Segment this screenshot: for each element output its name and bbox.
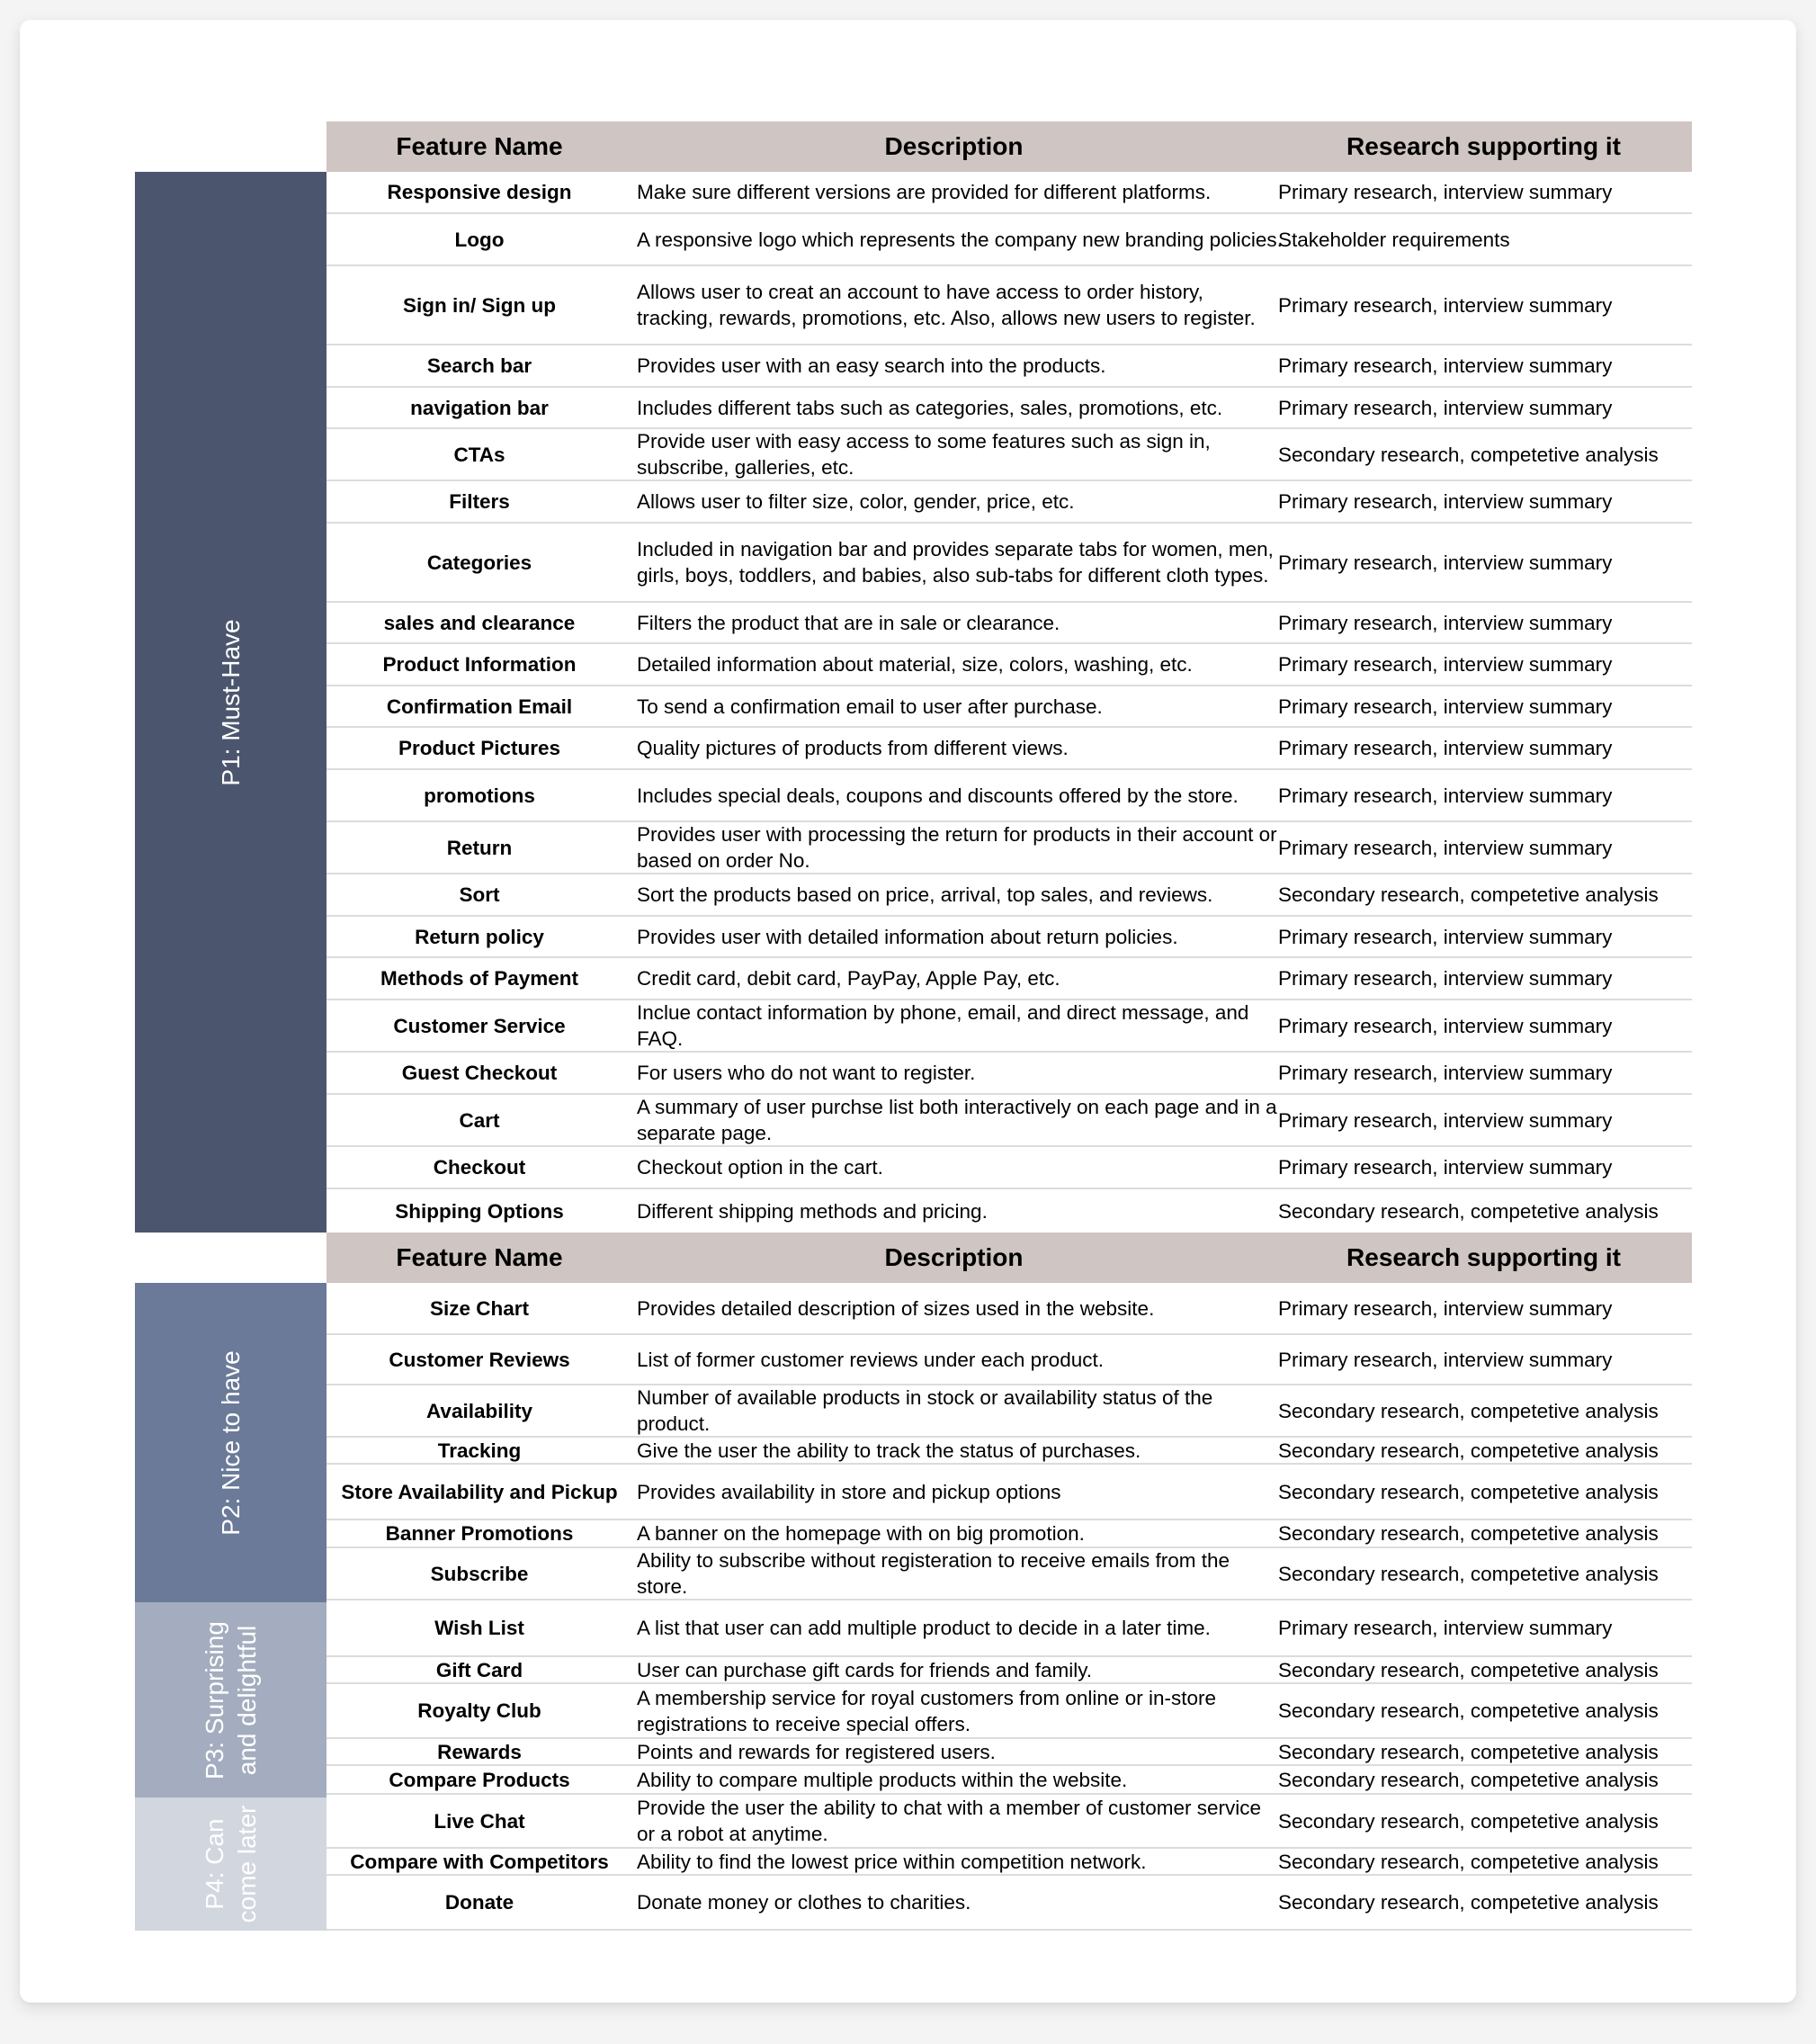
- feature-name-cell: Filters: [449, 490, 510, 513]
- research-cell: Primary research, interview summary: [1278, 836, 1613, 859]
- feature-name-cell: Banner Promotions: [385, 1522, 574, 1545]
- research-cell: Primary research, interview summary: [1278, 396, 1613, 419]
- table-row: [327, 1739, 1692, 1766]
- research-cell: Secondary research, competetive analysis: [1278, 1740, 1659, 1763]
- priority-label-p3: [199, 1621, 264, 1780]
- table-row: [327, 1000, 1692, 1053]
- research-cell: Primary research, interview summary: [1278, 967, 1613, 990]
- description-cell: A membership service for royal customers from online or in-store registrations to receive special offers.: [637, 1686, 1216, 1735]
- table-row: [327, 874, 1692, 917]
- research-cell: Secondary research, competetive analysis: [1278, 1562, 1659, 1585]
- research-cell: Primary research, interview summary: [1278, 653, 1613, 676]
- research-cell: Secondary research, competetive analysis: [1278, 1850, 1659, 1873]
- table-row: [327, 481, 1692, 524]
- description-cell: Sort the products based on price, arrival, top sales, and reviews.: [637, 883, 1213, 906]
- table-row: [327, 1684, 1692, 1739]
- table-row: [327, 686, 1692, 728]
- description-cell: Ability to subscribe without registeration to receive emails from the store.: [637, 1549, 1230, 1598]
- feature-name-cell: Confirmation Email: [386, 695, 573, 718]
- table-row: [327, 1657, 1692, 1684]
- table-row: [327, 1438, 1692, 1465]
- feature-name-cell: Cart: [459, 1108, 500, 1132]
- table-row: [327, 388, 1692, 429]
- feature-name-cell: Wish List: [434, 1617, 524, 1639]
- feature-name-cell: navigation bar: [410, 396, 549, 419]
- description-cell: Give the user the ability to track the status of purchases.: [637, 1439, 1141, 1462]
- description-cell: Detailed information about material, size, colors, washing, etc.: [637, 653, 1193, 676]
- feature-name-cell: Product Pictures: [398, 737, 561, 759]
- priority-label-p4-line1: P4: Can: [200, 1818, 228, 1910]
- research-cell: Secondary research, competetive analysis: [1278, 1658, 1659, 1681]
- priority-band-p1: [135, 172, 327, 1233]
- table-row: [327, 1849, 1692, 1876]
- table-row: [327, 1095, 1692, 1147]
- table-row: [327, 822, 1692, 874]
- research-cell: Primary research, interview summary: [1278, 1156, 1613, 1179]
- research-cell: Secondary research, competetive analysis: [1278, 1480, 1659, 1503]
- description-cell: Inclue contact information by phone, email, and direct message, and FAQ.: [637, 1001, 1249, 1050]
- table-row: [327, 1795, 1692, 1849]
- research-cell: Primary research, interview summary: [1278, 551, 1613, 574]
- priority-label-p3-line1: P3: Surprising: [200, 1620, 228, 1780]
- header-description: Description: [884, 132, 1024, 160]
- description-cell: Checkout option in the cart.: [637, 1156, 883, 1179]
- table-row: [327, 429, 1692, 481]
- research-cell: Primary research, interview summary: [1278, 1014, 1613, 1037]
- research-cell: Secondary research, competetive analysis: [1278, 1522, 1659, 1545]
- feature-name-cell: Compare Products: [389, 1768, 570, 1791]
- research-cell: Stakeholder requirements: [1278, 228, 1510, 251]
- feature-name-cell: Availability: [426, 1399, 532, 1422]
- description-cell: Number of available products in stock or availability status of the product.: [637, 1386, 1213, 1435]
- priority-band-p4: [135, 1797, 327, 1931]
- table-row: [327, 728, 1692, 770]
- research-cell: Primary research, interview summary: [1278, 293, 1613, 317]
- table-row: [327, 1520, 1692, 1548]
- feature-name-cell: Subscribe: [430, 1562, 529, 1585]
- description-cell: Ability to compare multiple products within the website.: [637, 1768, 1128, 1791]
- table-row: [327, 1053, 1692, 1095]
- table-row: [327, 1600, 1692, 1657]
- table-row: [327, 1876, 1692, 1931]
- research-cell: Secondary research, competetive analysis: [1278, 1199, 1659, 1223]
- description-cell: Provides detailed description of sizes used in the website.: [637, 1296, 1155, 1320]
- description-cell: Filters the product that are in sale or clearance.: [637, 611, 1060, 634]
- table-row: [327, 1335, 1692, 1385]
- table-row: [327, 917, 1692, 958]
- research-cell: Secondary research, competetive analysis: [1278, 1809, 1659, 1833]
- table-row: [327, 1548, 1692, 1600]
- feature-name-cell: Return policy: [415, 925, 544, 948]
- description-cell: A responsive logo which represents the company new branding policies.: [637, 228, 1283, 251]
- table-row: [327, 172, 1692, 214]
- research-cell: Primary research, interview summary: [1278, 1617, 1613, 1639]
- feature-name-cell: promotions: [424, 784, 535, 807]
- priority-band-p2: [135, 1283, 327, 1602]
- research-cell: Primary research, interview summary: [1278, 490, 1613, 513]
- description-cell: For users who do not want to register.: [637, 1062, 976, 1084]
- table-row: [327, 524, 1692, 603]
- feature-name-cell: Size Chart: [429, 1296, 530, 1320]
- description-cell: Provide user with easy access to some features such as sign in, subscribe, galleries, etc.: [637, 430, 1211, 479]
- feature-name-cell: Customer Service: [393, 1014, 566, 1037]
- research-cell: Secondary research, competetive analysis: [1278, 1768, 1659, 1791]
- table-row: [327, 1147, 1692, 1189]
- research-cell: Primary research, interview summary: [1278, 1348, 1613, 1371]
- feature-name-cell: Guest Checkout: [401, 1062, 558, 1084]
- feature-name-cell: Donate: [444, 1891, 514, 1914]
- table-row: [327, 1465, 1692, 1520]
- header-feature-name: Feature Name: [396, 1243, 563, 1271]
- description-cell: Points and rewards for registered users.: [637, 1740, 996, 1763]
- feature-name-cell: Store Availability and Pickup: [341, 1480, 618, 1503]
- research-cell: Primary research, interview summary: [1278, 737, 1613, 759]
- table-row: [327, 345, 1692, 388]
- research-cell: Primary research, interview summary: [1278, 1062, 1613, 1084]
- description-cell: A banner on the homepage with on big promotion.: [637, 1522, 1085, 1545]
- description-cell: Provides availability in store and pickup options: [637, 1480, 1061, 1503]
- description-cell: Provide the user the ability to chat with a member of customer service or a robot at anytime.: [637, 1797, 1262, 1845]
- feature-name-cell: Checkout: [433, 1156, 526, 1179]
- research-cell: Secondary research, competetive analysis: [1278, 1439, 1659, 1462]
- description-cell: Credit card, debit card, PayPay, Apple Pay, etc.: [637, 967, 1060, 990]
- description-cell: A summary of user purchse list both interactively on each page and in a separate page.: [637, 1096, 1277, 1144]
- feature-name-cell: CTAs: [453, 443, 505, 466]
- research-cell: Primary research, interview summary: [1278, 1296, 1613, 1320]
- description-cell: List of former customer reviews under each product.: [637, 1348, 1104, 1371]
- research-cell: Primary research, interview summary: [1278, 611, 1613, 634]
- table-row: [327, 958, 1692, 1000]
- description-cell: To send a confirmation email to user after purchase.: [637, 695, 1103, 718]
- research-cell: Primary research, interview summary: [1278, 695, 1613, 718]
- feature-name-cell: Responsive design: [387, 181, 572, 203]
- description-cell: Ability to find the lowest price within competition network.: [637, 1850, 1147, 1873]
- feature-name-cell: Gift Card: [435, 1658, 523, 1681]
- feature-name-cell: Tracking: [437, 1439, 522, 1462]
- description-cell: Allows user to filter size, color, gender, price, etc.: [637, 490, 1075, 513]
- feature-name-cell: sales and clearance: [383, 611, 576, 634]
- research-cell: Secondary research, competetive analysis: [1278, 1891, 1659, 1914]
- research-cell: Primary research, interview summary: [1278, 354, 1613, 377]
- table-row: [327, 770, 1692, 822]
- description-cell: Includes special deals, coupons and discounts offered by the store.: [637, 784, 1239, 807]
- feature-name-cell: Sign in/ Sign up: [403, 293, 556, 317]
- header-research: Research supporting it: [1346, 132, 1621, 160]
- description-cell: Quality pictures of products from different views.: [637, 737, 1069, 759]
- description-cell: Different shipping methods and pricing.: [637, 1199, 988, 1223]
- header-feature-name: Feature Name: [396, 132, 563, 160]
- research-cell: Secondary research, competetive analysis: [1278, 883, 1659, 906]
- table-row: [327, 1385, 1692, 1438]
- table-row: [327, 644, 1692, 686]
- research-cell: Primary research, interview summary: [1278, 181, 1613, 203]
- table-row: [327, 603, 1692, 644]
- feature-name-cell: Compare with Competitors: [350, 1850, 609, 1873]
- header-description: Description: [884, 1243, 1024, 1271]
- research-cell: Primary research, interview summary: [1278, 784, 1613, 807]
- feature-name-cell: Methods of Payment: [380, 967, 579, 990]
- table-row: [327, 1766, 1692, 1795]
- feature-name-cell: Search bar: [426, 354, 532, 377]
- feature-name-cell: Rewards: [437, 1740, 522, 1763]
- priority-label-p2: P2: Nice to have: [216, 1349, 245, 1536]
- feature-name-cell: Shipping Options: [395, 1199, 564, 1223]
- description-cell: Provides user with processing the return for products in their account or based on order No.: [637, 823, 1277, 872]
- description-cell: Included in navigation bar and provides separate tabs for women, men, girls, boys, toddlers, and babies, also sub-tabs for different cloth types.: [637, 538, 1274, 587]
- research-cell: Primary research, interview summary: [1278, 925, 1613, 948]
- research-cell: Secondary research, competetive analysis: [1278, 1699, 1659, 1722]
- feature-name-cell: Logo: [454, 228, 505, 251]
- priority-label-p1: P1: Must-Have: [216, 618, 245, 786]
- description-cell: User can purchase gift cards for friends and family.: [637, 1658, 1093, 1681]
- description-cell: Make sure different versions are provided for different platforms.: [637, 181, 1212, 203]
- feature-name-cell: Royalty Club: [417, 1699, 541, 1722]
- description-cell: A list that user can add multiple product to decide in a later time.: [637, 1617, 1211, 1639]
- table-row: [327, 266, 1692, 345]
- research-cell: Primary research, interview summary: [1278, 1108, 1613, 1132]
- table-row: [327, 1283, 1692, 1335]
- feature-name-cell: Live Chat: [434, 1809, 525, 1833]
- description-cell: Includes different tabs such as categories, sales, promotions, etc.: [637, 396, 1223, 419]
- feature-name-cell: Customer Reviews: [389, 1348, 570, 1371]
- table-header: [327, 1233, 1692, 1283]
- description-cell: Provides user with an easy search into the products.: [637, 354, 1106, 377]
- table-row: [327, 214, 1692, 266]
- research-cell: Secondary research, competetive analysis: [1278, 1399, 1659, 1422]
- priority-label-p4-line2: come later: [232, 1805, 261, 1923]
- feature-name-cell: Product Information: [382, 653, 577, 676]
- table-row: [327, 1189, 1692, 1233]
- feature-name-cell: Categories: [426, 551, 532, 574]
- priority-label-p4: [199, 1806, 264, 1923]
- header-research: Research supporting it: [1346, 1243, 1621, 1271]
- feature-name-cell: Sort: [459, 883, 500, 906]
- priority-label-p3-line2: and delightful: [232, 1625, 261, 1775]
- feature-name-cell: Return: [446, 836, 513, 859]
- research-cell: Secondary research, competetive analysis: [1278, 443, 1659, 466]
- priority-band-p3: [135, 1602, 327, 1797]
- description-cell: Provides user with detailed information about return policies.: [637, 925, 1178, 948]
- description-cell: Allows user to creat an account to have access to order history, tracking, rewards, promotions, etc. Also, allows new users to register.: [637, 281, 1256, 329]
- table-header: [327, 121, 1692, 172]
- description-cell: Donate money or clothes to charities.: [637, 1891, 971, 1914]
